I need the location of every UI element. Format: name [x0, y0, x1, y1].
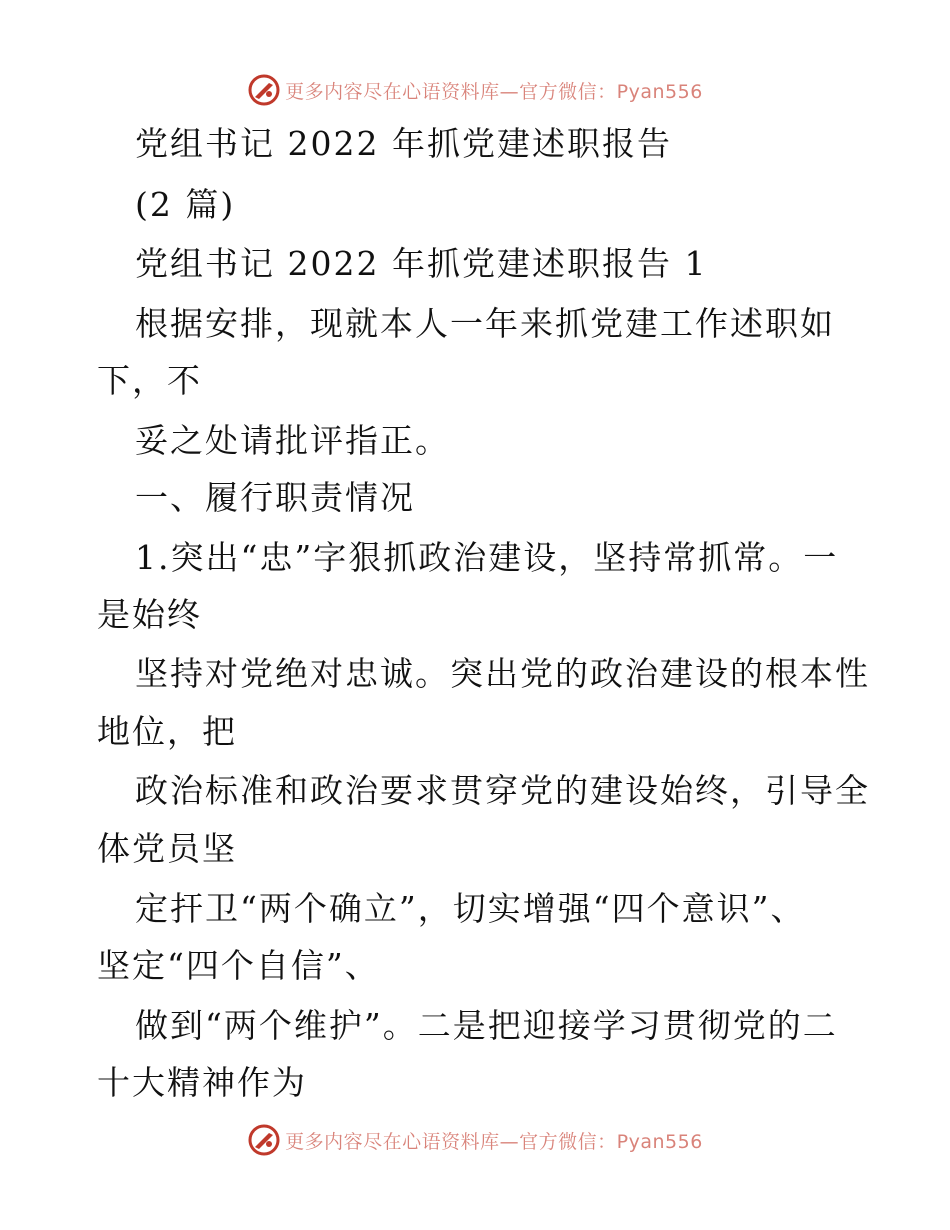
paragraph-line: 定扞卫“两个确立”，切实增强“四个意识”、 [135, 889, 806, 928]
document-title: 党组书记 2022 年抓党建述职报告 [135, 124, 672, 163]
banner-text: 更多内容尽在心语资料库—官方微信：Pyan556 [285, 1130, 703, 1153]
document-subtitle: (2 篇) [135, 185, 236, 224]
header-banner [0, 70, 950, 110]
paragraph-line: 地位，把 [97, 712, 237, 751]
paragraph-line: 坚定“四个自信”、 [97, 946, 380, 985]
paragraph-line: 政治标准和政治要求贯穿党的建设始终，引导全 [135, 771, 870, 810]
section-title: 党组书记 2022 年抓党建述职报告 1 [135, 244, 708, 283]
paragraph-line: 下，不 [97, 361, 202, 400]
paragraph-line: 是始终 [97, 595, 202, 634]
pen-seal-logo-icon [247, 1123, 281, 1157]
paragraph-line: 根据安排，现就本人一年来抓党建工作述职如 [135, 304, 835, 343]
paragraph-line: 体党员坚 [97, 829, 237, 868]
footer-banner [0, 1120, 950, 1160]
paragraph-line: 十大精神作为 [97, 1063, 307, 1102]
pen-seal-logo-icon [247, 73, 281, 107]
paragraph-line: 妥之处请批评指正。 [135, 421, 450, 460]
paragraph-line: 1.突出“忠”字狠抓政治建设，坚持常抓常。一 [135, 538, 839, 577]
section-heading: 一、履行职责情况 [135, 478, 415, 517]
banner-text: 更多内容尽在心语资料库—官方微信：Pyan556 [285, 80, 703, 103]
paragraph-line: 坚持对党绝对忠诚。突出党的政治建设的根本性 [135, 654, 870, 693]
paragraph-line: 做到“两个维护”。二是把迎接学习贯彻党的二 [135, 1006, 838, 1045]
